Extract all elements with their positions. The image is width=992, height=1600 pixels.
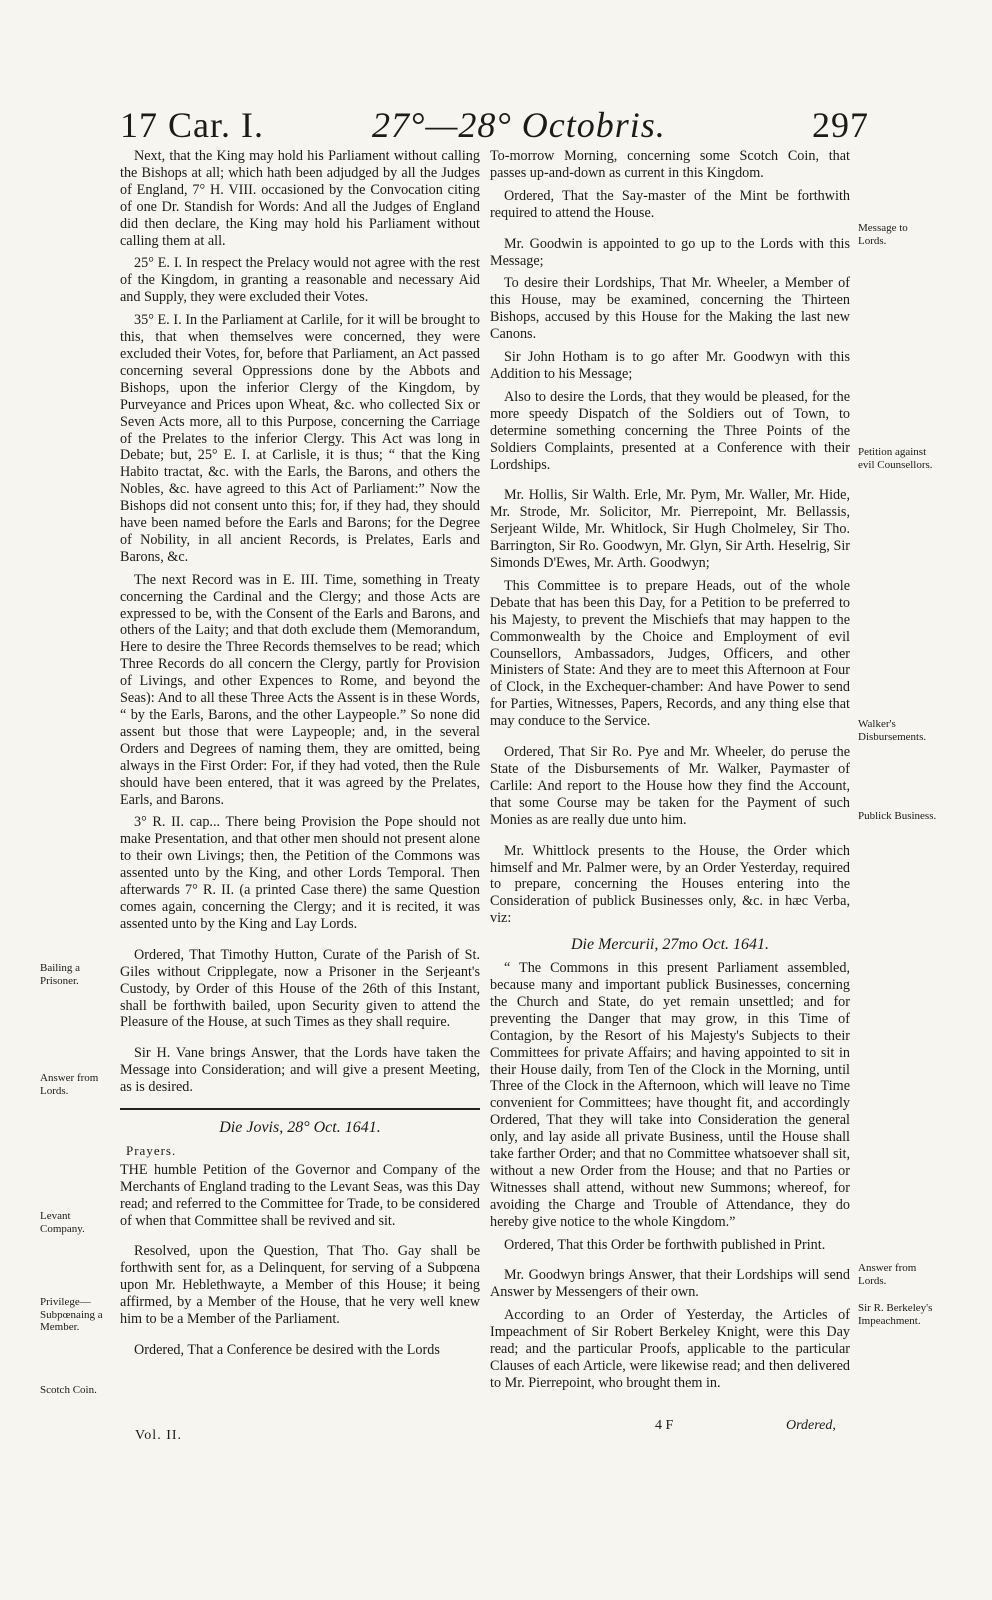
paragraph: Next, that the King may hold his Parliament without calling the Bishops at all; which hath been adjudged by all the Judges of England, 7° H. VIII. occasioned by the Convocation citing of one Dr. Standish for Words: And all the Judges of England did then declare, the King may hold his Parliament without calling them at all. [120, 148, 480, 249]
paragraph: THE humble Petition of the Governor and Company of the Merchants of England trading to the Levant Seas, was this Day read; and referred to the Committee for Trade, to be considered of when that Committee shall be revived and sit. [120, 1161, 480, 1229]
paragraph: Sir John Hotham is to go after Mr. Goodwyn with this Addition to his Message; [490, 349, 850, 382]
left-column [120, 148, 480, 1365]
margin-note: Answer from Lords. [858, 1262, 917, 1287]
paragraph: Ordered, That this Order be forthwith published in Print. [504, 1236, 826, 1253]
paragraph: 3° R. II. cap... There being Provision the Pope should not make Presentation, and that other men should not present alone to their own Livings; then, the Petition of the Commons was assented unto by the King, and other Lords Temporal. Then afterwards 7° R. II. (a printed Case there) the same Question comes again, concerning the Clergy; and it is recited, it was assented unto by the King and Lay Lords. [120, 814, 480, 932]
paragraph: Sir H. Vane brings Answer, that the Lords have taken the Message into Consideration; and will give a present Meeting, as is desired. [120, 1045, 480, 1096]
catchword: Ordered, [786, 1418, 836, 1433]
margin-note: Walker's Disbursements. [858, 718, 927, 743]
margin-note: Message to Lords. [858, 222, 908, 247]
signature-mark: 4 F [655, 1418, 674, 1433]
paragraph: According to an Order of Yesterday, the Articles of Impeachment of Sir Robert Berkeley Knight, were this Day read; and the particular Proofs, applicable to the particular Clauses of each Article, were likewise read; and then delivered to Mr. Pierrepoint, who brought them in. [490, 1307, 850, 1391]
paragraph: Also to desire the Lords, that they would be pleased, for the more speedy Dispatch of the Soldiers out of Town, to determine something concerning the Three Points of the Soldiers Complaints, presented at a Conference with their Lordships. [490, 388, 850, 473]
margin-note: Petition against evil Counsellors. [858, 446, 933, 471]
margin-note: Sir R. Berkeley's Impeachment. [858, 1302, 933, 1327]
paragraph: Ordered, That Timothy Hutton, Curate of the Parish of St. Giles without Cripplegate, now a Prisoner in the Serjeant's Custody, by Order of this House of the 26th of this Instant, shall be forthwith bailed, upon Security given to attend the Pleasure of the House, at such Times as they shall require. [120, 946, 480, 1031]
page-number: 297 [812, 105, 869, 145]
paragraph: Ordered, That the Say-master of the Mint be forthwith required to attend the House. [490, 187, 850, 221]
paragraph: 25° E. I. In respect the Prelacy would not agree with the rest of the Kingdom, in granting a reasonable and necessary Aid and Supply, they were excluded their Votes. [120, 255, 480, 306]
date-heading: Die Mercurii, 27mo Oct. 1641. [570, 936, 770, 954]
paragraph: Mr. Goodwyn brings Answer, that their Lordships will send Answer by Messengers of their own. [490, 1267, 850, 1301]
running-head-left: 17 Car. I. [120, 105, 264, 145]
paragraph: Mr. Goodwin is appointed to go up to the Lords with this Message; [490, 235, 850, 269]
margin-note: Levant Company. [40, 1210, 85, 1235]
margin-note: Answer from Lords. [40, 1072, 99, 1097]
paragraph: “ The Commons in this present Parliament assembled, because many and important publick Businesses, concerning the Church and State, do yet remain unsettled; and for preventing the Danger that may grow, in this Time of Contagion, by the Resort of his Majesty's Subjects to their Committees for private Affairs; and having appointed to sit in their House daily, from Ten of the Clock in the Morning, until Three of the Clock in the Afternoon, which will leave no Time convenient for Committees; have thought fit, and accordingly Ordered, That they will take into Consideration the general only, and lay aside all private Business, until the House shall take farther Order; and that no Committee whatsoever shall sit, without a new Order from the House; and that no Parties or Witnesses shall attend, without new Summons; whereof, for avoiding the Charge and Trouble of Attendance, they do hereby give notice to the whole Kingdom.” [490, 960, 850, 1230]
margin-note: Privilege—Subpœnaing a Member. [40, 1296, 103, 1333]
paragraph: Mr. Whittlock presents to the House, the Order which himself and Mr. Palmer were, by an Order Yesterday, required to prepare, concerning the Houses entering into the Consideration of publick Businesses only, &c. in hæc Verba, viz: [490, 842, 850, 927]
margin-note: Bailing a Prisoner. [40, 962, 81, 987]
paragraph: The next Record was in E. III. Time, something in Treaty concerning the Cardinal and the Clergy; and those Acts are expressed to be, with the Consent of the Earls and Barons, and others of the Laity; and that doth exclude them (Memorandum, Here to desire the Three Records themselves to be read; which Three Records do all concern the Clergy, partly for Provision of Livings, and other Expences to Rome, and beyond the Seas): And to all these Three Acts the Assent is in these Words, “ by the Earls, Barons, and the other Laypeople.” So none did assent but those that were Laypeople; and, in the several Orders and Degrees of naming them, they are omitted, being always in the First Order: For, if they had voted, then the Rule should have been entered, that it was agreed by the Prelates, Earls, and Barons. [120, 571, 480, 808]
paragraph: 35° E. I. In the Parliament at Carlile, for it will be brought to this, that when themselves were concerned, they were excluded their Votes, for, before that Parliament, an Act passed concerning several Oppressions done by the Abbots and Bishops, upon the inferior Clergy of the Kingdom, by Purveyance and Prices upon Wheat, &c. who collected Six or Seven Acts more, all to this Purpose, concerning the Carriage of the Prelates to the inferior Clergy. This Act was long in Debate; but, 25° E. I. at Carlisle, it is thus; “ that the King Habito tractat, &c. with the Earls, the Barons, and others the Nobles, &c. have agreed to this Act of Parliament:” Now the Bishops did not consent unto this; for, if they had, they should have been named before the Earls and Barons; for the Degree of Nobility, in all ancient Records, is Prelates, Earls and Barons, &c. [120, 312, 480, 565]
margin-note: Scotch Coin. [40, 1384, 97, 1396]
prayers-heading: Prayers. [126, 1142, 177, 1158]
paragraph: Mr. Hollis, Sir Walth. Erle, Mr. Pym, Mr. Waller, Mr. Hide, Mr. Strode, Mr. Solicitor, Mr. Pierrepoint, Mr. Bellassis, Serjeant Wilde, Mr. Whitlock, Sir Hugh Cholmeley, Sir Tho. Barrington, Sir Ro. Goodwyn, Mr. Glyn, Sir Arth. Heselrig, Sir Simonds D'Ewes, Mr. Arth. Goodwyn; [490, 487, 850, 572]
paragraph: To desire their Lordships, That Mr. Wheeler, a Member of this House, may be examined, concerning the Thirteen Bishops, accused by this House for the Making the last new Canons. [490, 275, 850, 343]
paragraph: This Committee is to prepare Heads, out of the whole Debate that has been this Day, for a Petition to be preferred to his Majesty, to prevent the Mischiefs that may happen to the Commonwealth by the Choice and Employment of evil Counsellors, Ambassadors, Judges, Officers, and other Ministers of State: And they are to meet this Afternoon at Four of Clock, in the Exchequer-chamber: And have Power to send for Parties, Witnesses, Papers, Records, and any thing else that may conduce to the Service. [490, 577, 850, 730]
date-heading: Die Jovis, 28° Oct. 1641. [219, 1119, 381, 1137]
paragraph: Ordered, That Sir Ro. Pye and Mr. Wheeler, do peruse the State of the Disbursements of Mr. Walker, Paymaster of Carlile: And report to the House how they find the Account, that some Course may be taken for the Payment of such Monies as are really due unto him. [490, 744, 850, 828]
paragraph: To-morrow Morning, concerning some Scotch Coin, that passes up-and-down as current in this Kingdom. [490, 148, 850, 181]
paragraph: Resolved, upon the Question, That Tho. Gay shall be forthwith sent for, as a Delinquent, for serving of a Subpœna upon Mr. Heblethwayte, a Member of this House; it being affirmed, by a Member of the House, that he very well knew him to be a Member of the Parliament. [120, 1243, 480, 1328]
right-column [490, 148, 850, 1398]
running-head-date: 27°—28° Octobris. [372, 105, 666, 145]
volume-mark: Vol. II. [135, 1428, 183, 1443]
section-rule [120, 1108, 480, 1110]
margin-note: Publick Business. [858, 810, 937, 822]
paragraph: Ordered, That a Conference be desired with the Lords [134, 1342, 440, 1358]
